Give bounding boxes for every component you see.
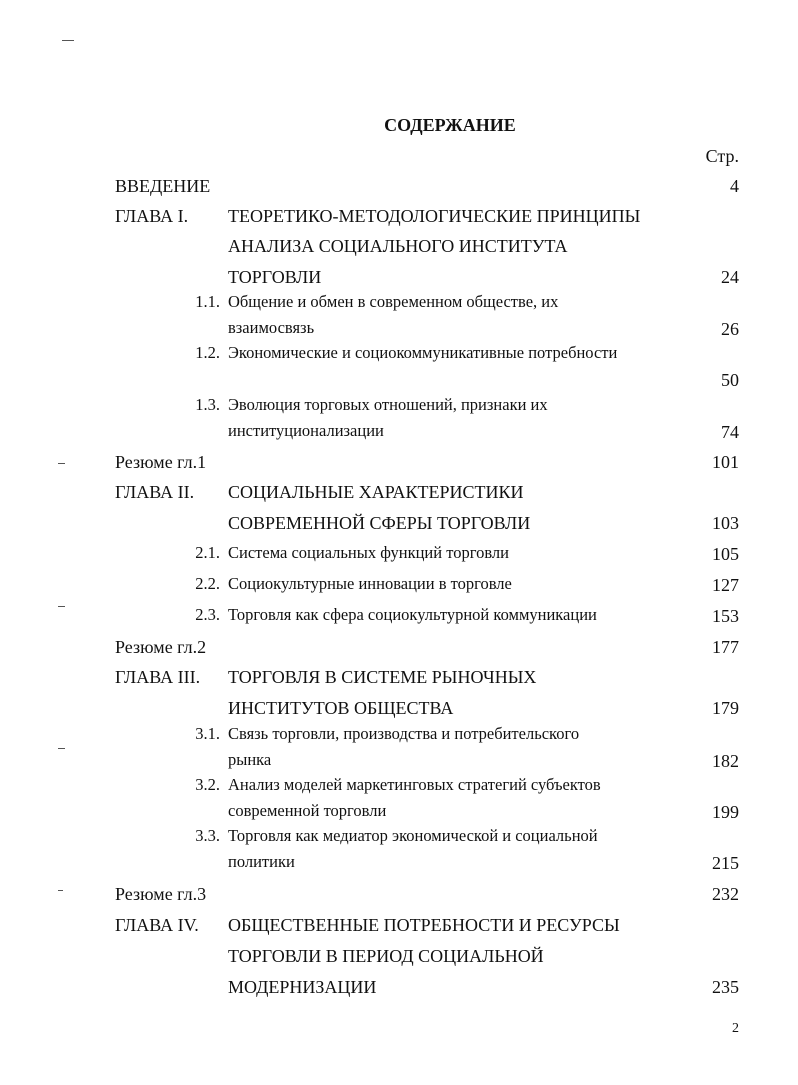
toc-chapter-2-title-line2: СОВРЕМЕННОЙ СФЕРЫ ТОРГОВЛИ [228, 513, 531, 533]
toc-section-2-3-page: 153 [712, 606, 739, 626]
toc-chapter-4-label: ГЛАВА IV. [115, 915, 199, 935]
scan-mark [58, 890, 63, 891]
toc-section-2-2-line1: Социокультурные инновации в торговле [228, 574, 512, 593]
page-column-label: Стр. [705, 146, 739, 166]
toc-section-1-2-page: 50 [721, 370, 739, 390]
toc-section-1-1-line2: взаимосвязь [228, 318, 315, 337]
toc-section-1-3-line2: институционализации [228, 421, 384, 440]
toc-section-2-3-line1: Торговля как сфера социокультурной коммуникации [228, 605, 597, 624]
toc-section-3-2-number: 3.2. [195, 775, 220, 794]
toc-chapter-4-title-line1: ОБЩЕСТВЕННЫЕ ПОТРЕБНОСТИ И РЕСУРСЫ [228, 915, 620, 935]
toc-summary-3-page: 232 [712, 884, 739, 904]
toc-chapter-4-page: 235 [712, 977, 739, 997]
scan-mark [58, 463, 65, 464]
toc-summary-3-label: Резюме гл.3 [115, 884, 207, 904]
toc-chapter-1-title-line3: ТОРГОВЛИ [228, 267, 322, 287]
toc-section-3-3-line1: Торговля как медиатор экономической и социальной [228, 826, 598, 845]
page-number: 2 [732, 1021, 739, 1036]
toc-chapter-2-title-line1: СОЦИАЛЬНЫЕ ХАРАКТЕРИСТИКИ [228, 482, 524, 502]
toc-chapter-1-page: 24 [721, 267, 739, 287]
toc-chapter-1-title-line1: ТЕОРЕТИКО-МЕТОДОЛОГИЧЕСКИЕ ПРИНЦИПЫ [228, 206, 641, 226]
toc-section-2-1-page: 105 [712, 544, 739, 564]
toc-section-1-1-number: 1.1. [195, 292, 220, 311]
toc-summary-1-label: Резюме гл.1 [115, 452, 207, 472]
toc-chapter-2-label: ГЛАВА II. [115, 482, 195, 502]
toc-section-2-3-number: 2.3. [195, 605, 220, 624]
toc-section-3-1-number: 3.1. [195, 724, 220, 743]
toc-section-3-3-line2: политики [228, 852, 295, 871]
toc-chapter-3-title-line1: ТОРГОВЛЯ В СИСТЕМЕ РЫНОЧНЫХ [228, 667, 537, 687]
toc-chapter-4-title-line3: МОДЕРНИЗАЦИИ [228, 977, 377, 997]
toc-section-2-1-line1: Система социальных функций торговли [228, 543, 509, 562]
toc-section-1-3-number: 1.3. [195, 395, 220, 414]
toc-chapter-3-label: ГЛАВА III. [115, 667, 201, 687]
toc-summary-1-page: 101 [712, 452, 739, 472]
scan-mark [62, 40, 74, 41]
toc-section-1-1-line1: Общение и обмен в современном обществе, их [228, 292, 559, 311]
toc-chapter-1-title-line2: АНАЛИЗА СОЦИАЛЬНОГО ИНСТИТУТА [228, 236, 568, 256]
toc-section-1-1-page: 26 [721, 319, 739, 339]
toc-chapter-3-page: 179 [712, 698, 739, 718]
scan-mark [58, 606, 65, 607]
toc-section-3-1-line1: Связь торговли, производства и потребительского [228, 724, 580, 743]
toc-chapter-1-label: ГЛАВА I. [115, 206, 189, 226]
toc-section-1-2-line1: Экономические и социокоммуникативные потребности [228, 343, 618, 362]
toc-chapter-3-title-line2: ИНСТИТУТОВ ОБЩЕСТВА [228, 698, 454, 718]
toc-section-3-1-page: 182 [712, 751, 739, 771]
scan-mark [58, 748, 65, 749]
toc-intro-label: ВВЕДЕНИЕ [115, 176, 211, 196]
toc-title: СОДЕРЖАНИЕ [384, 115, 516, 135]
toc-section-3-3-page: 215 [712, 853, 739, 873]
toc-chapter-4-title-line2: ТОРГОВЛИ В ПЕРИОД СОЦИАЛЬНОЙ [228, 946, 544, 966]
toc-section-3-3-number: 3.3. [195, 826, 220, 845]
toc-section-3-1-line2: рынка [228, 750, 272, 769]
toc-section-1-2-number: 1.2. [195, 343, 220, 362]
toc-section-2-2-number: 2.2. [195, 574, 220, 593]
toc-section-1-3-page: 74 [721, 422, 739, 442]
toc-section-2-2-page: 127 [712, 575, 739, 595]
toc-section-3-2-page: 199 [712, 802, 739, 822]
toc-summary-2-page: 177 [712, 637, 739, 657]
toc-section-3-2-line1: Анализ моделей маркетинговых стратегий субъектов [228, 775, 601, 794]
toc-section-3-2-line2: современной торговли [228, 801, 387, 820]
toc-intro-page: 4 [730, 176, 739, 196]
toc-summary-2-label: Резюме гл.2 [115, 637, 207, 657]
toc-section-1-3-line1: Эволюция торговых отношений, признаки их [228, 395, 548, 414]
toc-chapter-2-page: 103 [712, 513, 739, 533]
toc-section-2-1-number: 2.1. [195, 543, 220, 562]
